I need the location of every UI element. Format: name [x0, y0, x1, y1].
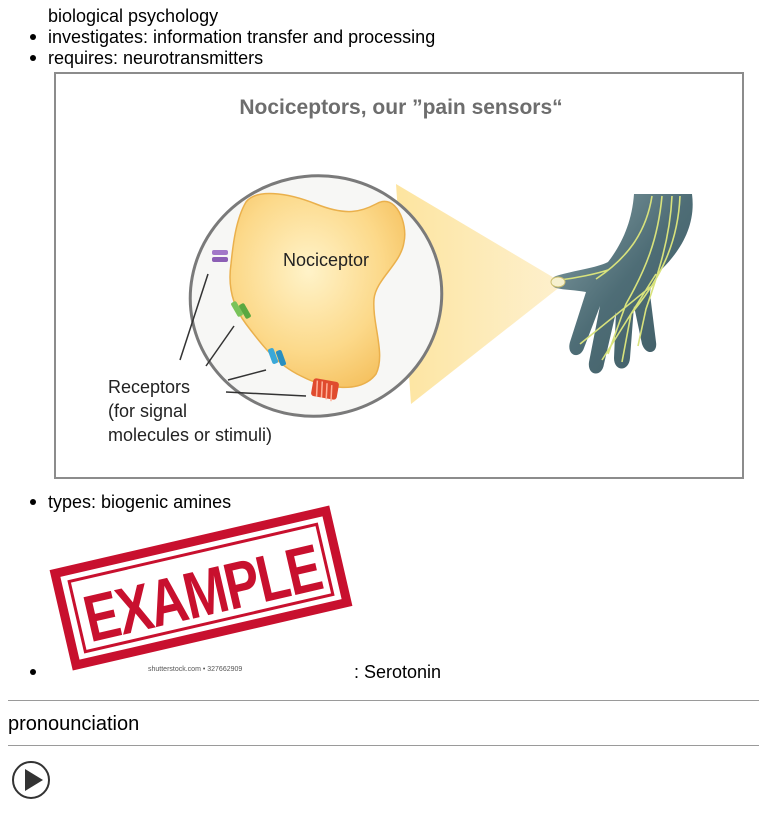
investigates-text: investigates: information transfer and processing [48, 27, 436, 47]
topic-text: biological psychology [48, 6, 219, 26]
bullet [30, 499, 36, 505]
divider-top [8, 700, 759, 701]
play-icon [11, 760, 51, 800]
receptors-label-line3: molecules or stimuli) [108, 425, 273, 445]
bullet [30, 34, 36, 40]
stamp-credit: shutterstock.com • 327662909 [148, 666, 243, 673]
serotonin-text: : Serotonin [354, 662, 442, 682]
receptors-label-line1: Receptors [108, 377, 191, 397]
figure-title: Nociceptors, our ”pain sensors“ [239, 96, 563, 119]
receptors-label-line2: (for signal [108, 401, 188, 421]
example-stamp-image [48, 513, 391, 663]
section-title: pronounciation [8, 713, 140, 735]
bullet [30, 55, 36, 61]
types-text: types: biogenic amines [48, 492, 232, 512]
audio-play-button[interactable] [11, 760, 51, 800]
stamp-text: EXAMPLE [76, 515, 391, 656]
bullet [30, 669, 36, 675]
nociceptor-figure [54, 72, 744, 479]
hand-illustration [551, 194, 693, 374]
requires-text: requires: neurotransmitters [48, 48, 264, 68]
nociceptor-label: Nociceptor [283, 250, 370, 270]
divider-bottom [8, 745, 759, 746]
